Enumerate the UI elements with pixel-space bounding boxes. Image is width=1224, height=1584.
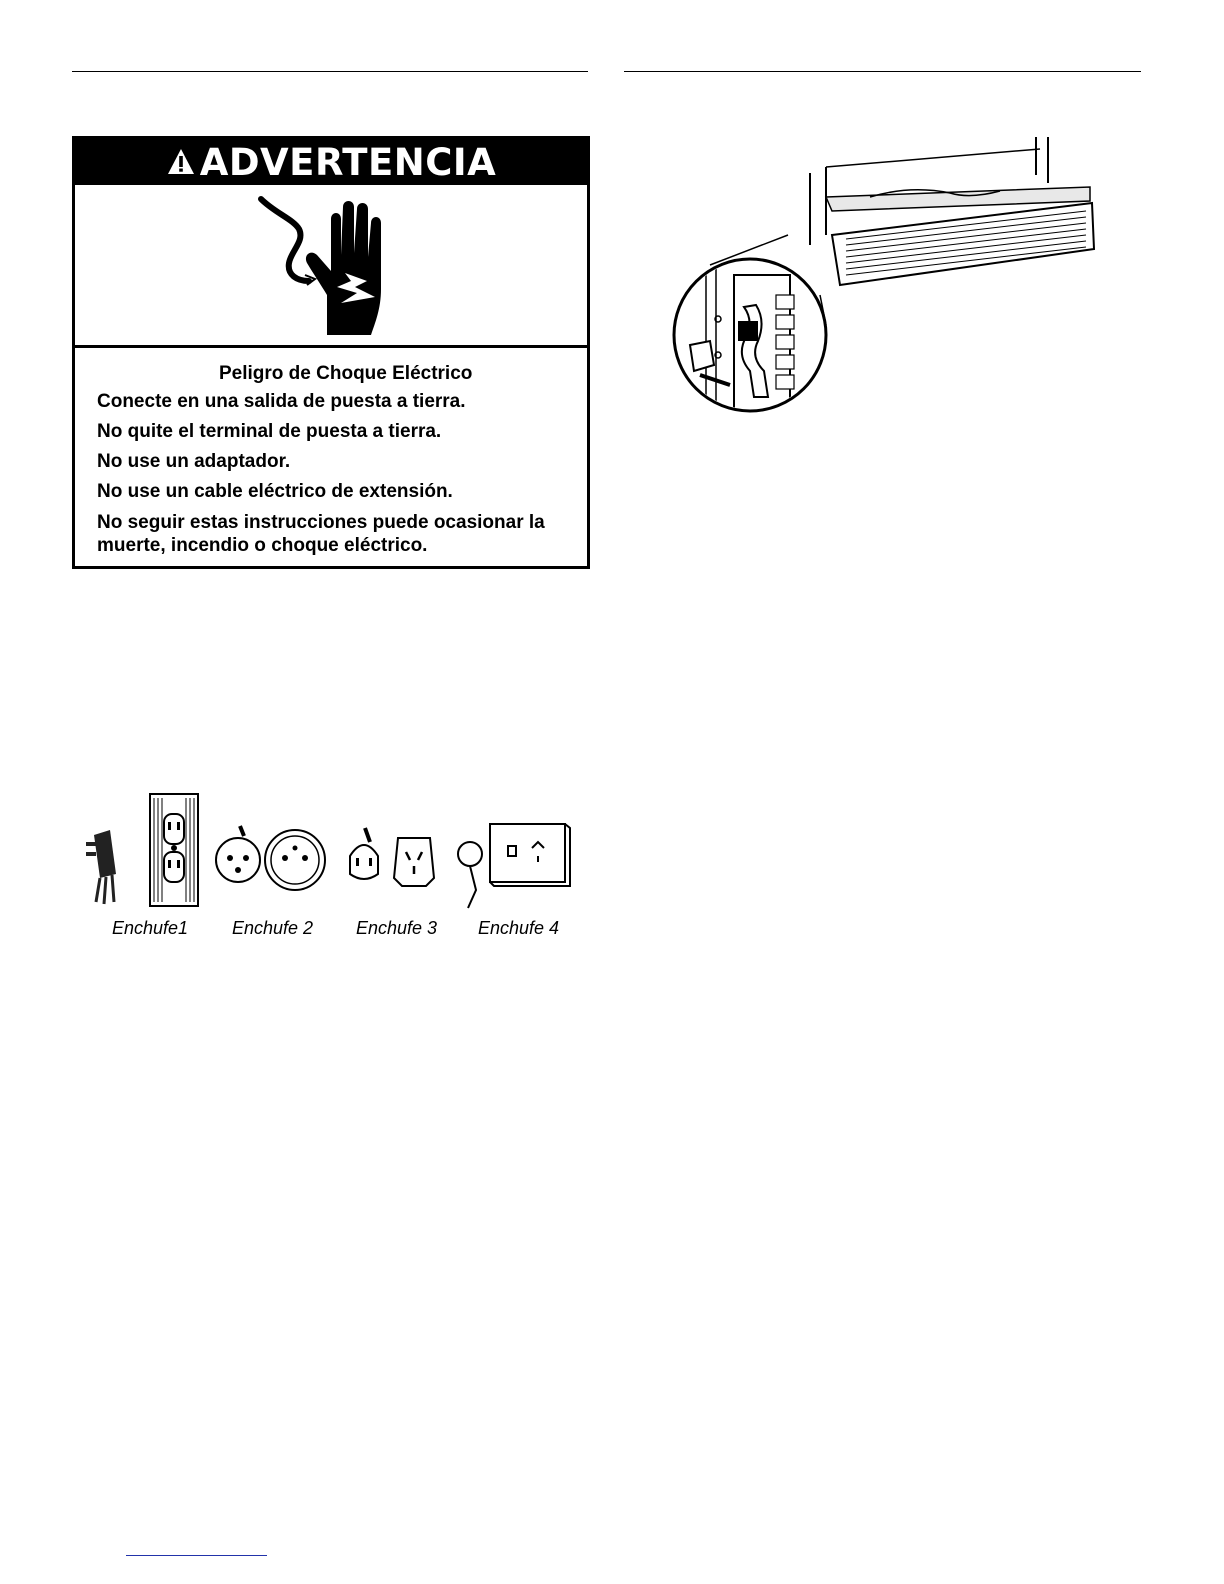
plug-3-icon [350, 828, 434, 886]
warning-box [72, 136, 590, 569]
column-rule-left [72, 71, 588, 72]
plug-1-icon [86, 794, 198, 906]
plug-label-2: Enchufe 2 [232, 918, 314, 938]
warning-line: No use un cable eléctrico de extensión. [97, 481, 453, 502]
plug-types-figure [80, 790, 580, 950]
base-grille-removal-figure [670, 135, 1110, 420]
warning-line: Conecte en una salida de puesta a tierra. [97, 391, 466, 412]
warning-line: No seguir estas instrucciones puede ocasionar la muerte, incendio o choque eléctrico. [97, 512, 545, 556]
warning-pictogram [75, 185, 587, 348]
plug-2-icon [216, 826, 325, 890]
plug-label-4: Enchufe 4 [478, 918, 560, 938]
warning-line: No use un adaptador. [97, 451, 291, 472]
warning-title: Peligro de Choque Eléctrico [219, 363, 473, 384]
base-grille-illustration [670, 135, 1110, 420]
plug-label-1: Enchufe1 [112, 918, 189, 938]
warning-triangle-icon [166, 147, 196, 177]
footer-link-underline [126, 1555, 267, 1556]
plug-label-3: Enchufe 3 [356, 918, 438, 938]
warning-line: No quite el terminal de puesta a tierra. [97, 421, 442, 442]
warning-header [75, 139, 587, 185]
warning-header-text: ADVERTENCIA [199, 140, 497, 184]
column-rule-right [624, 71, 1141, 72]
electric-shock-hand-icon [75, 185, 587, 345]
plug-illustrations [80, 790, 580, 915]
plug-4-icon [458, 824, 570, 908]
